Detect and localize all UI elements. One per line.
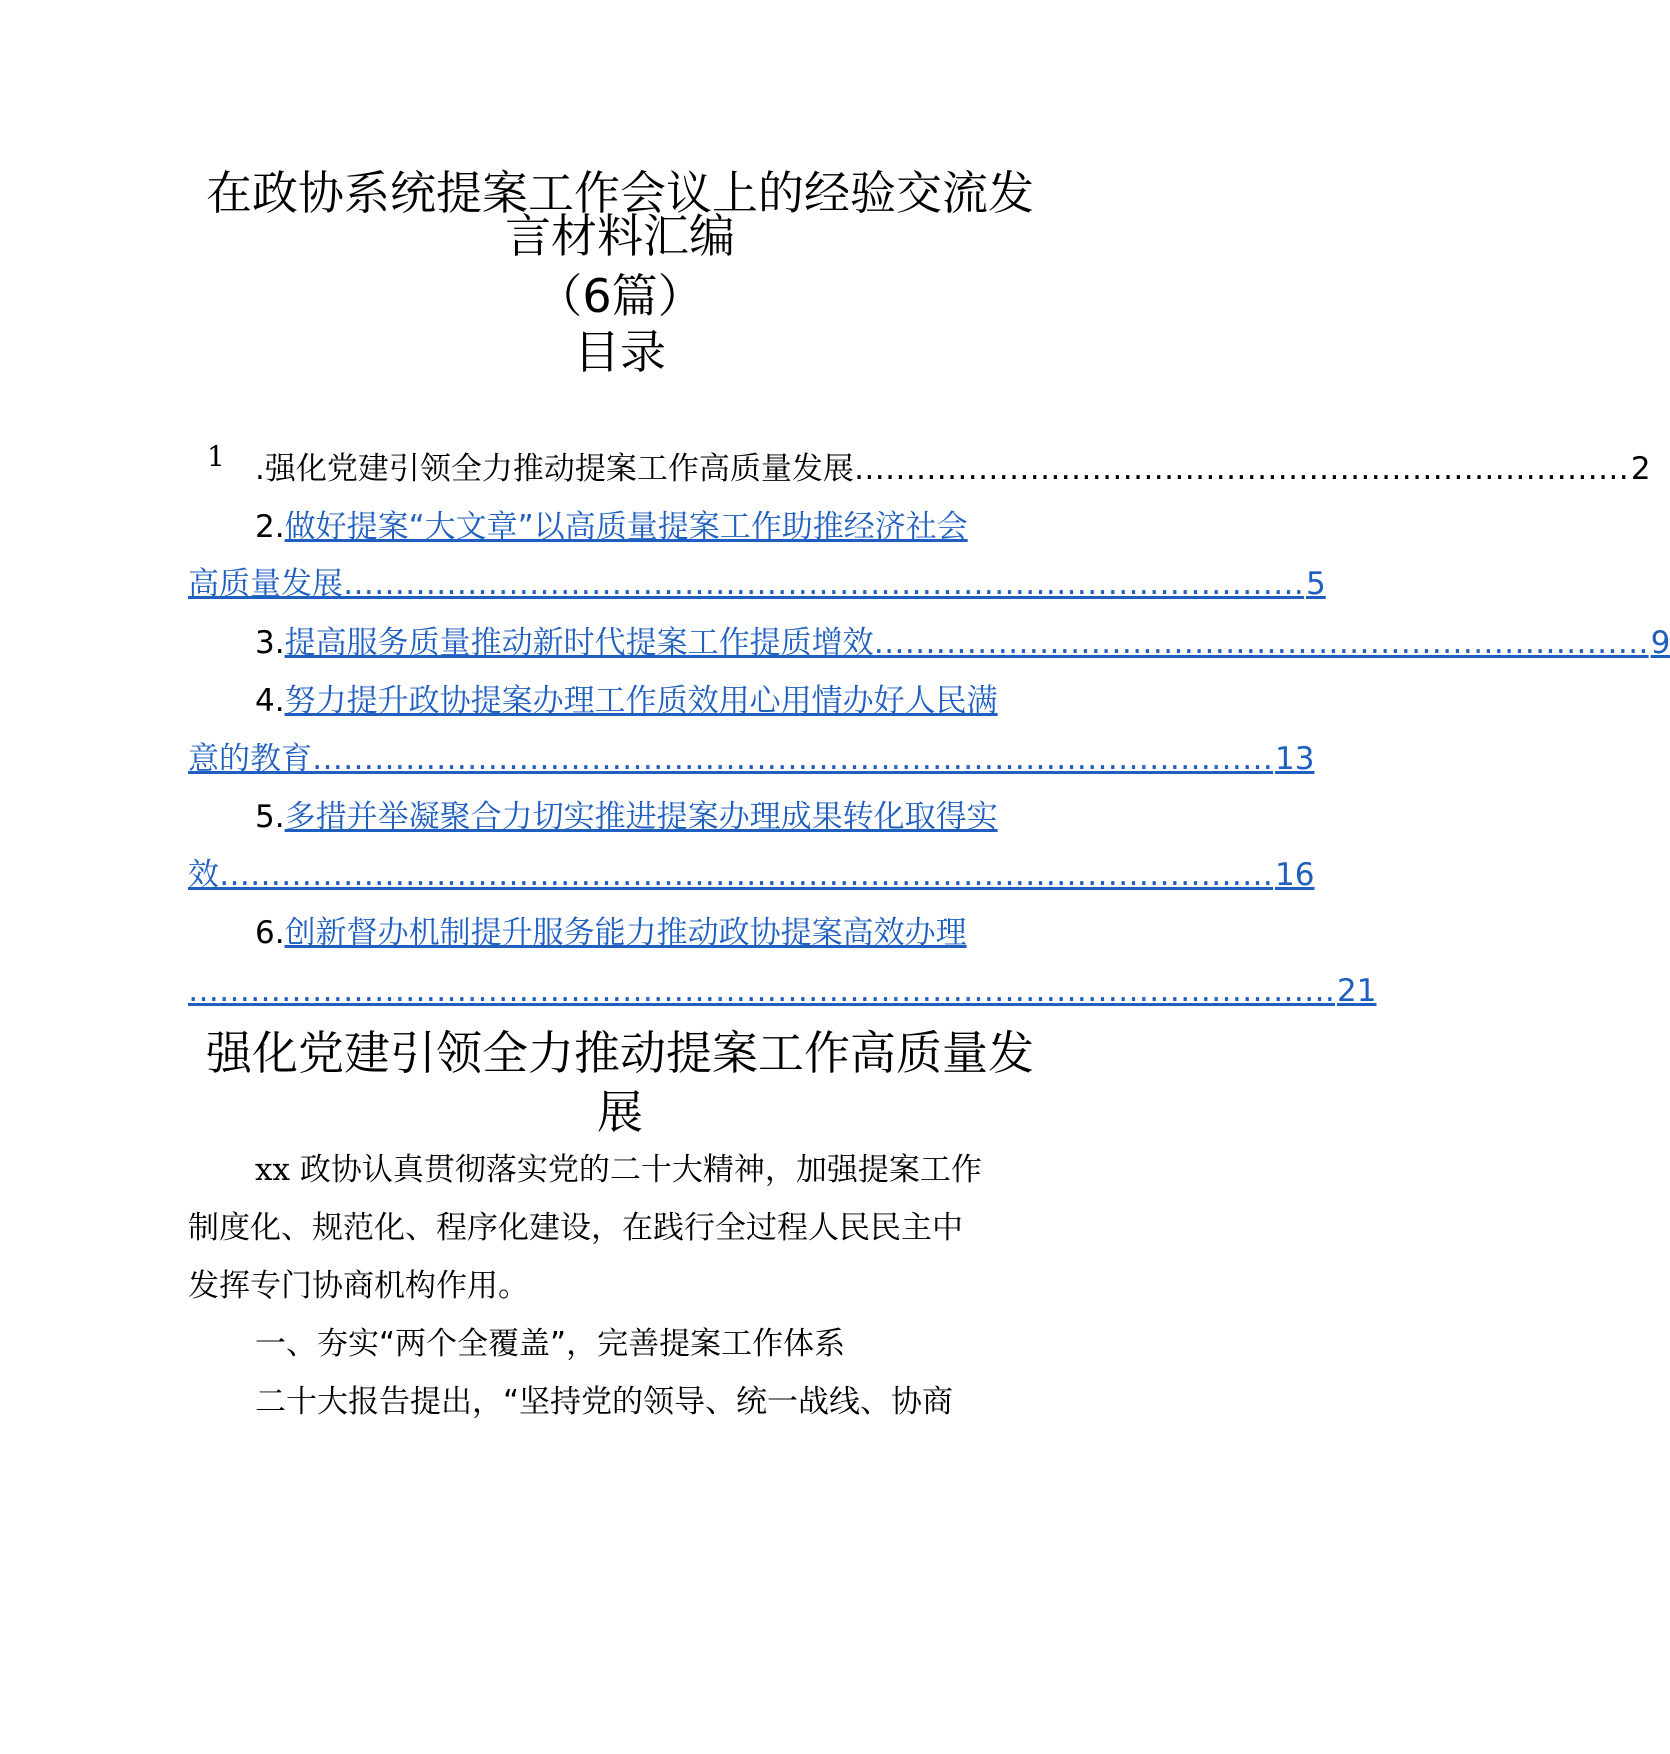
toc-entry-5-cont[interactable] bbox=[188, 853, 1315, 897]
toc-entry-3[interactable] bbox=[188, 621, 1670, 665]
toc-entry-6-cont[interactable] bbox=[188, 969, 1377, 1013]
paragraph-2-line1: 二十大报告提出，“坚持党的领导、统一战线、协商 bbox=[255, 1384, 954, 1420]
toc-entry-2-number: 2. bbox=[255, 509, 285, 545]
toc-entry-6-page[interactable]: 21 bbox=[1337, 973, 1377, 1009]
toc-entry-1-page: 2 bbox=[1630, 451, 1651, 487]
section-title-line2: 展 bbox=[597, 1085, 643, 1139]
document-title-line1: 在政协系统提案工作会议上的经验交流发 bbox=[206, 166, 1034, 220]
toc-heading: 目录 bbox=[574, 325, 666, 379]
toc-entry-6-title-line1[interactable]: 创新督办机制提升服务能力推动政协提案高效办理 bbox=[284, 915, 967, 951]
toc-entry-5-title-line1[interactable]: 多措并举凝聚合力切实推进提案办理成果转化取得实 bbox=[284, 799, 998, 835]
toc-entry-6-leader: ………………………………………………………………………………………………… bbox=[188, 973, 1335, 1009]
toc-entry-5[interactable] bbox=[188, 795, 1120, 839]
toc-entry-4-leader: ………………………………………………………………………………… bbox=[312, 741, 1273, 777]
toc-entry-4-title-line1[interactable]: 努力提升政协提案办理工作质效用心用情办好人民满 bbox=[284, 683, 998, 719]
paragraph-1-line1: xx 政协认真贯彻落实党的二十大精神，加强提案工作 bbox=[255, 1152, 982, 1188]
toc-entry-2-title-line1[interactable]: 做好提案“大文章”以高质量提案工作助推经济社会 bbox=[284, 509, 968, 545]
toc-entry-4-title-line2[interactable]: 意的教育 bbox=[188, 741, 312, 777]
toc-entry-3-leader: ………………………………………………………………… bbox=[873, 625, 1649, 661]
toc-entry-4-number: 4. bbox=[255, 683, 285, 719]
toc-entry-2[interactable] bbox=[188, 505, 1120, 549]
toc-entry-1-title: .强化党建引领全力推动提案工作高质量发展 bbox=[255, 451, 854, 487]
toc-entry-5-title-line2[interactable]: 效 bbox=[188, 857, 219, 893]
paragraph-1-prefix: xx bbox=[255, 1152, 290, 1188]
toc-entry-4[interactable] bbox=[188, 679, 1120, 723]
toc-entry-4-cont[interactable] bbox=[188, 737, 1315, 781]
toc-entry-3-page[interactable]: 9 bbox=[1650, 625, 1670, 661]
toc-entry-1-leader: ………………………………………………………………… bbox=[853, 451, 1629, 487]
document-title-line2: 言材料汇编 bbox=[505, 209, 735, 263]
toc-entry-5-page[interactable]: 16 bbox=[1275, 857, 1315, 893]
toc-entry-4-page[interactable]: 13 bbox=[1275, 741, 1315, 777]
document-count-label: （6篇） bbox=[536, 269, 704, 323]
toc-entry-6[interactable] bbox=[188, 911, 1120, 955]
toc-entry-2-page[interactable]: 5 bbox=[1306, 566, 1326, 602]
toc-entry-3-title[interactable]: 提高服务质量推动新时代提案工作提质增效 bbox=[284, 625, 874, 661]
paragraph-1-line3: 发挥专门协商机构作用。 bbox=[188, 1268, 529, 1304]
toc-first-number: 1 bbox=[207, 440, 225, 473]
toc-entry-2-cont[interactable] bbox=[188, 562, 1326, 606]
section-heading-1: 一、夯实“两个全覆盖”，完善提案工作体系 bbox=[255, 1326, 846, 1362]
toc-entry-2-title-line2[interactable]: 高质量发展 bbox=[188, 566, 343, 602]
toc-entry-1[interactable] bbox=[188, 447, 1651, 491]
toc-entry-3-number: 3. bbox=[255, 625, 285, 661]
paragraph-1-line2: 制度化、规范化、程序化建设，在践行全过程人民民主中 bbox=[188, 1210, 963, 1246]
section-title-line1: 强化党建引领全力推动提案工作高质量发 bbox=[206, 1026, 1034, 1080]
toc-entry-2-leader: ………………………………………………………………………………… bbox=[343, 566, 1304, 602]
toc-entry-5-number: 5. bbox=[255, 799, 285, 835]
toc-entry-6-number: 6. bbox=[255, 915, 285, 951]
toc-entry-5-leader: ………………………………………………………………………………………… bbox=[219, 857, 1273, 893]
